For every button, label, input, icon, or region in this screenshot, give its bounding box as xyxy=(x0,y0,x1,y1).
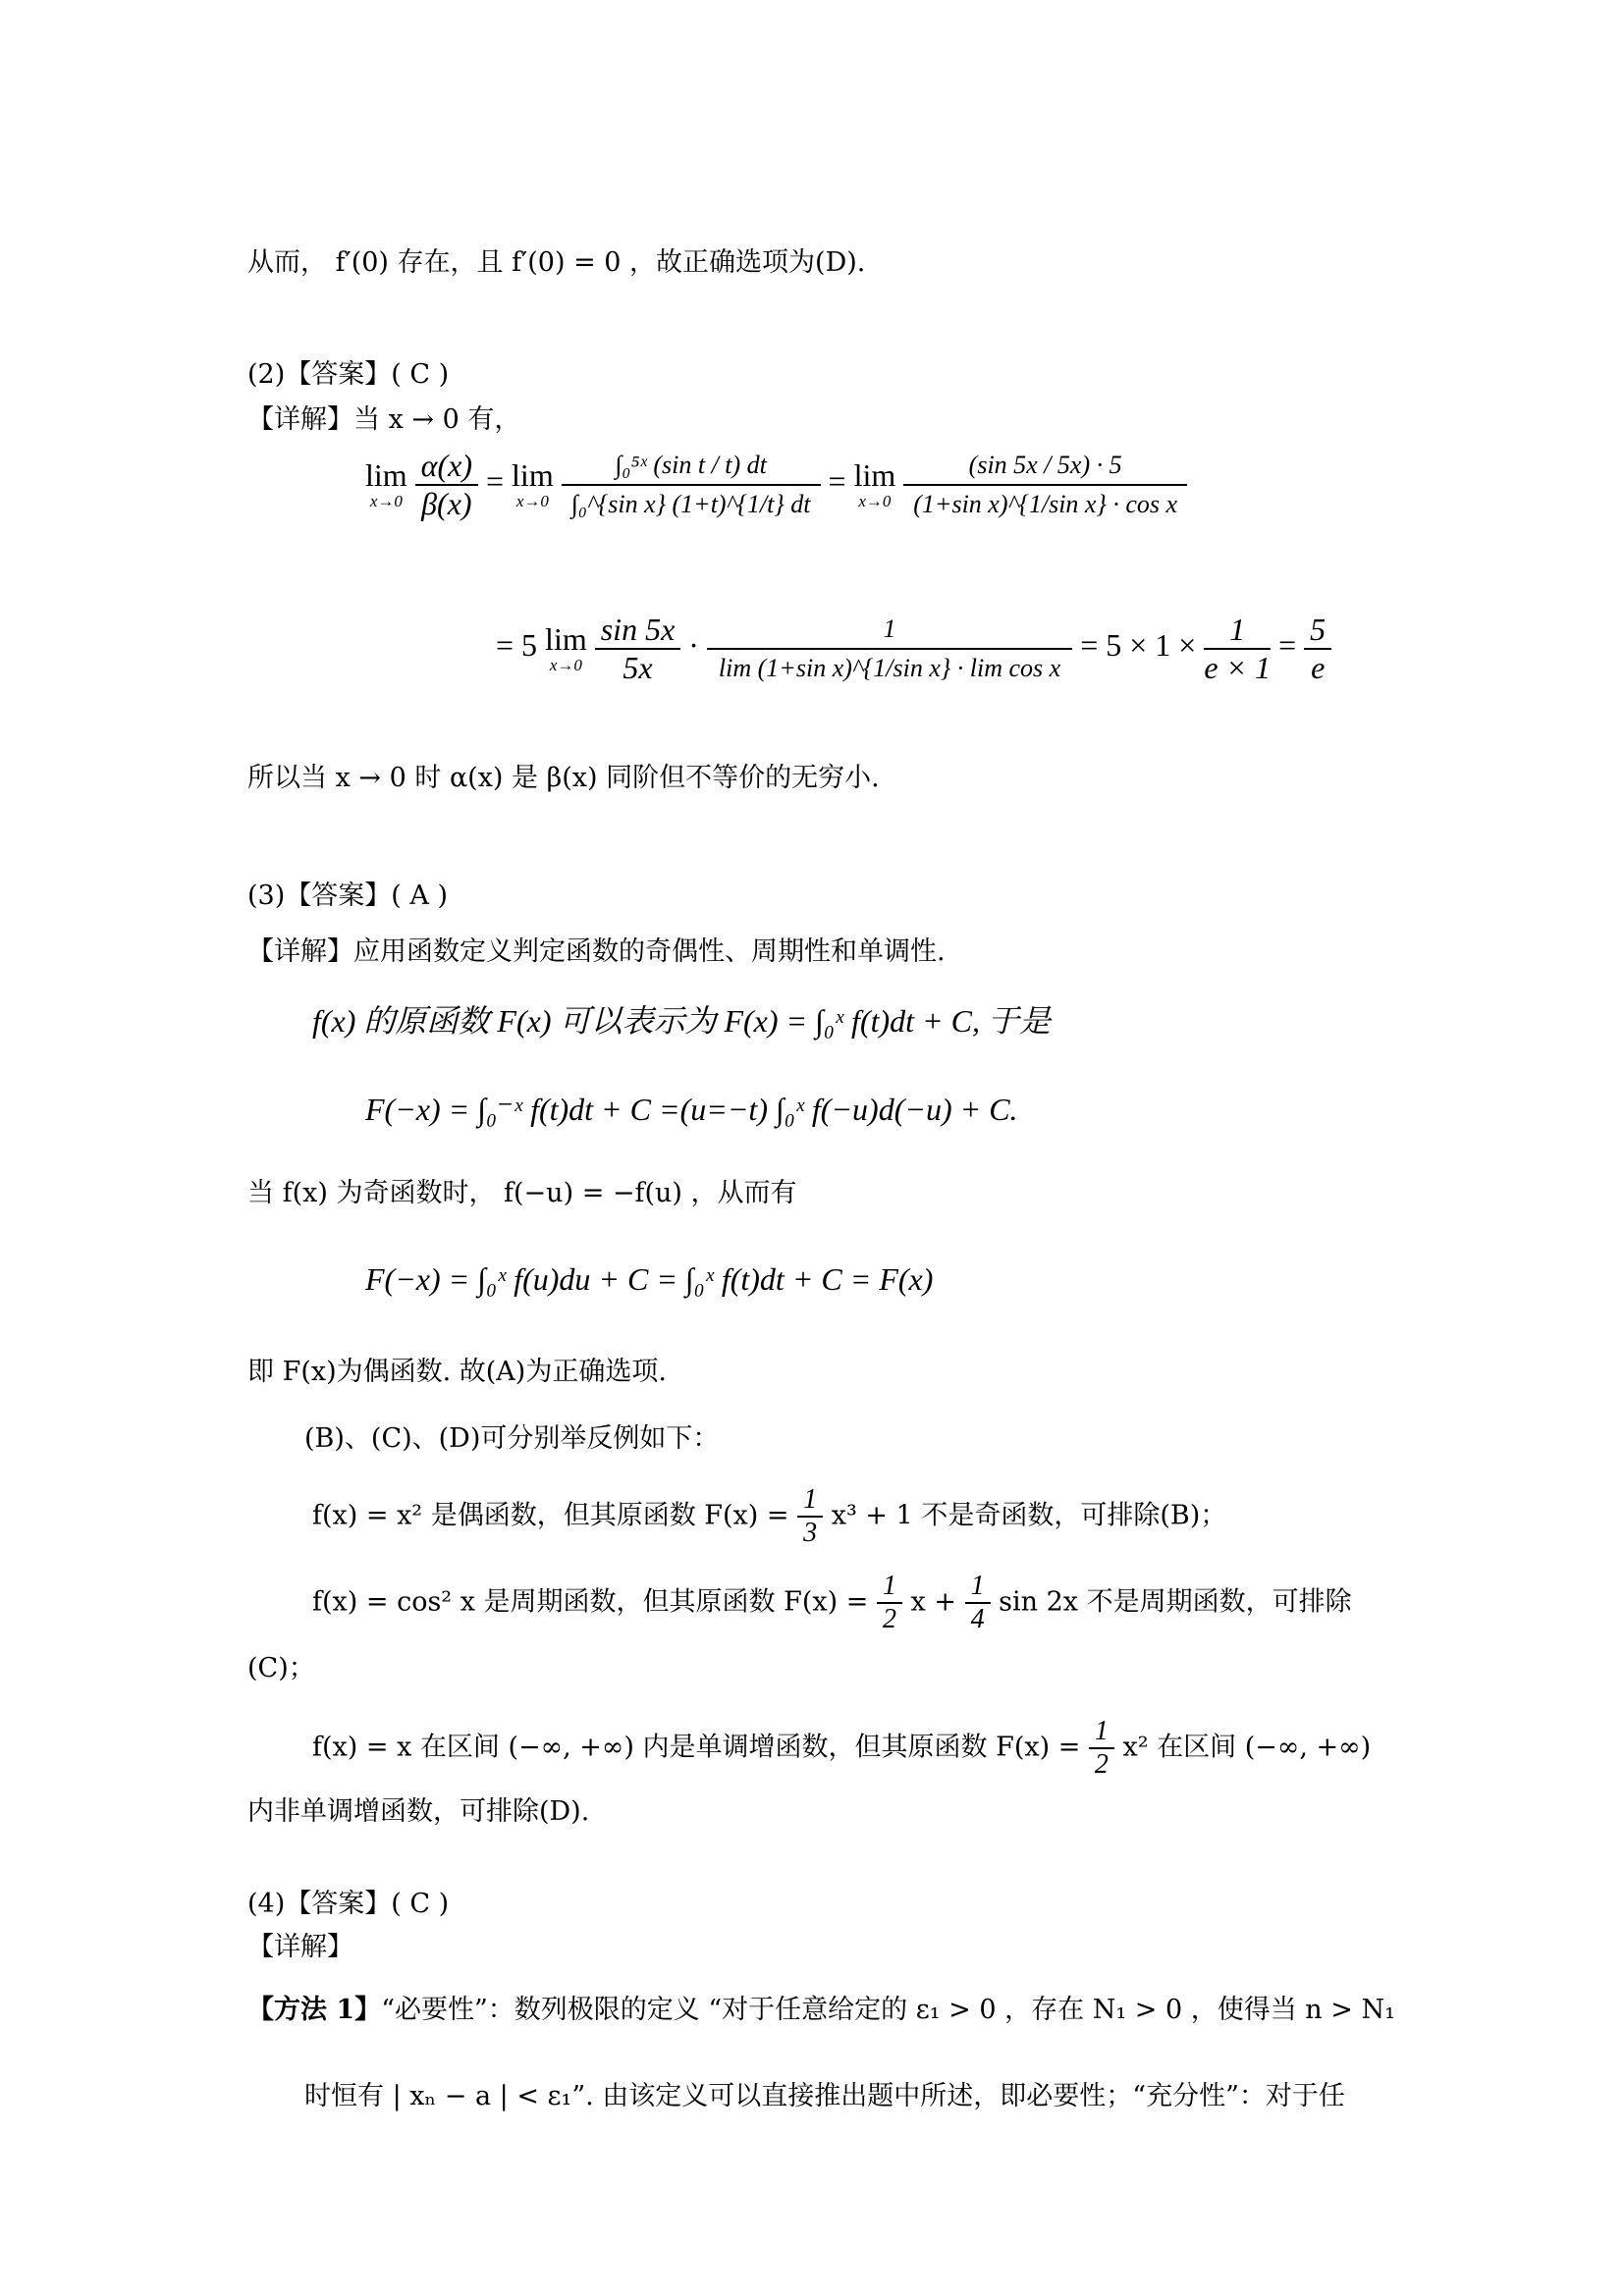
frac-den: 4 xyxy=(970,1604,985,1635)
text-line: (B)、(C)、(D)可分别举反例如下： xyxy=(304,1423,720,1454)
equation-limit-2: = 5 lim x→0 $\frac{\sin 5x}{5x}$ · $\frac{1}{\text{lim (1+sin x)\textasciicircum{}\{1/sin x\} · lim cos x}}$ = 5 × 1 × $\frac{1}{e \times 1}$ = $\frac{5}{e}$ xyxy=(496,611,1331,687)
frac-num: 1 xyxy=(1089,1716,1114,1749)
frac-den: ∫₀^{sin x} (1+t)^{1/t} dt xyxy=(570,489,811,518)
math-line: F(−x) = ∫₀⁻ˣ f(t)dt + C =(u=−t) ∫₀ˣ f(−u)d(−u) + C. xyxy=(365,1092,1018,1127)
math-line xyxy=(312,1571,1352,1635)
answer-heading: (3)【答案】( A ) xyxy=(247,881,448,911)
frac-num: α(x) xyxy=(415,448,478,486)
math-line xyxy=(312,1716,1371,1781)
text-line: (C)； xyxy=(247,1653,315,1683)
detail-line: 【详解】 xyxy=(247,1932,353,1962)
answer-heading: (4)【答案】( C ) xyxy=(247,1889,450,1919)
frac-den: 5x xyxy=(623,649,653,685)
frac-num: 1 xyxy=(797,1484,823,1518)
text-line: 内非单调增函数，可排除(D). xyxy=(247,1796,590,1827)
lim-word: lim xyxy=(545,621,587,658)
lim-sub: x→0 xyxy=(515,491,549,510)
frac-den: e × 1 xyxy=(1204,649,1272,685)
frac-den: β(x) xyxy=(421,485,472,521)
detail-line: 【详解】当 x → 0 有， xyxy=(247,404,521,435)
frac-num: ∫₀⁵ˣ (sin t / t) dt xyxy=(562,447,821,486)
answer-heading: (2)【答案】( C ) xyxy=(247,359,450,390)
lim-word: lim xyxy=(365,457,407,494)
frac-num: 1 xyxy=(1204,612,1271,650)
line-part: x + xyxy=(910,1586,956,1618)
frac-den: 2 xyxy=(1094,1749,1109,1781)
equation-limit-1: lim x→0 $\frac{\alpha(x)}{\beta(x)}$ = lim x→0 $\frac{\text{∫₀⁵ˣ (sin t / t) dt}}{\text{∫₀\textasciicircum{}\{sin x\} (1+t)\textasciicircum{}\{1/t\} dt}}$ = lim x→0 $\frac{(\sin 5x / 5x) \cdot 5}{\text{(1+sin x)\textasciicircum{}\{1/sin x\} · cos x}}$ xyxy=(365,447,1187,523)
line-part: f(x) = x 在区间 (−∞, +∞) 内是单调增函数，但其原函数 F(x) = xyxy=(312,1732,1081,1763)
frac-num: 1 xyxy=(965,1571,991,1604)
lim-sub: x→0 xyxy=(549,655,582,674)
eq-lead: = 5 xyxy=(496,627,538,664)
detail-line: 【详解】应用函数定义判定函数的奇偶性、周期性和单调性. xyxy=(247,936,946,967)
line-part: f(x) = cos² x 是周期函数，但其原函数 F(x) = xyxy=(312,1586,869,1618)
line-part: “必要性”：数列极限的定义 “对于任意给定的 ε₁ > 0 ，存在 N₁ > 0 ，使得当 n > N₁ xyxy=(381,1995,1395,2025)
lim-sub: x→0 xyxy=(858,491,892,510)
eq-mid: = 5 × 1 × xyxy=(1080,627,1197,664)
lim-word: lim xyxy=(853,457,896,494)
frac-den: lim (1+sin x)^{1/sin x} · lim cos x xyxy=(718,653,1061,682)
lim-sub: x→0 xyxy=(369,491,403,510)
line-part: x³ + 1 不是奇函数，可排除(B)； xyxy=(831,1500,1227,1531)
frac-den: e xyxy=(1311,649,1326,685)
method-label: 【方法 1】 xyxy=(247,1995,382,2025)
math-line: f(x) 的原函数 F(x) 可以表示为 F(x) = ∫₀ˣ f(t)dt + C, 于是 xyxy=(312,1003,1051,1039)
frac-num: (sin 5x / 5x) · 5 xyxy=(903,447,1187,486)
frac-den: 3 xyxy=(803,1518,818,1549)
text-line: 从而， f′(0) 存在，且 f′(0) = 0 ，故正确选项为(D). xyxy=(247,247,866,278)
line-part: f(x) = x² 是偶函数，但其原函数 F(x) = xyxy=(312,1500,789,1531)
line-part: sin 2x 不是周期函数，可排除 xyxy=(999,1586,1352,1618)
math-line: F(−x) = ∫₀ˣ f(u)du + C = ∫₀ˣ f(t)dt + C = F(x) xyxy=(365,1261,934,1297)
conclusion-line: 所以当 x → 0 时 α(x) 是 β(x) 同阶但不等价的无穷小. xyxy=(247,763,880,793)
text-line: 当 f(x) 为奇函数时， f(−u) = −f(u) ，从而有 xyxy=(247,1178,797,1208)
lim-word: lim xyxy=(512,457,554,494)
method-line xyxy=(247,1993,1395,2028)
frac-num: sin 5x xyxy=(595,612,681,650)
frac-num: 1 xyxy=(707,611,1072,650)
line-part: x² 在区间 (−∞, +∞) xyxy=(1122,1732,1372,1763)
frac-num: 1 xyxy=(877,1571,902,1604)
text-line: 即 F(x)为偶函数. 故(A)为正确选项. xyxy=(247,1357,667,1387)
frac-den: 2 xyxy=(882,1604,896,1635)
math-line xyxy=(312,1484,1226,1549)
text-line: 时恒有 | xₙ − a | < ε₁”. 由该定义可以直接推出题中所述，即必要性；“充分性”：对于任 xyxy=(304,2081,1345,2111)
frac-num: 5 xyxy=(1304,612,1331,650)
frac-den: (1+sin x)^{1/sin x} · cos x xyxy=(913,489,1178,518)
